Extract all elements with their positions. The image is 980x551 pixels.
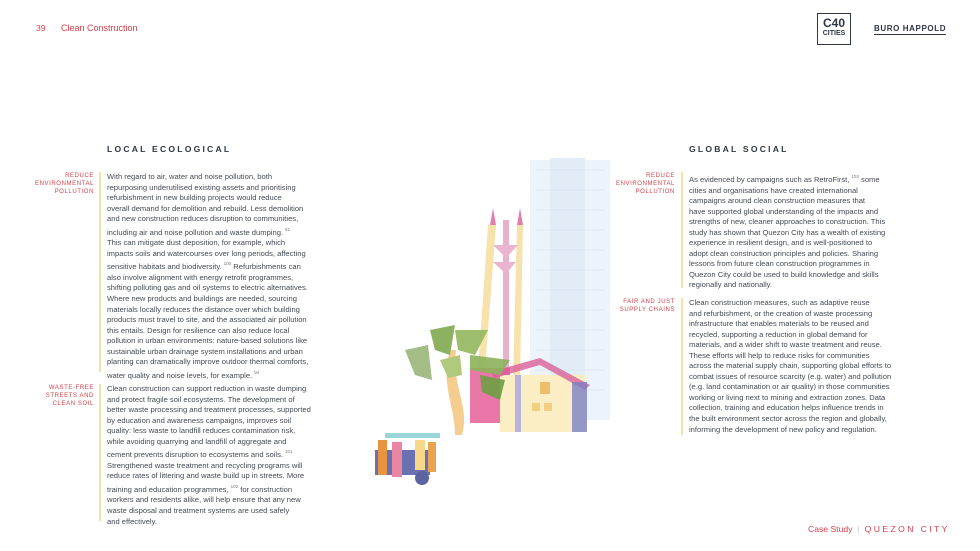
line-text: pollution in urban environments: nature-based solutions like	[107, 336, 308, 346]
text-line	[107, 315, 308, 326]
line-text: recycled, supporting a reduction in global demand for	[689, 329, 868, 339]
footer	[808, 524, 950, 534]
footnote-ref: 100	[223, 261, 232, 267]
text-line	[689, 259, 885, 270]
line-text: informing the development of new policy and regulation.	[689, 424, 877, 434]
text-line	[107, 347, 308, 358]
topic-label-line: POLLUTION	[635, 188, 675, 195]
footnote-ref: 101	[285, 449, 293, 455]
line-text: materials, and a wider shift to waste treatment and reuse.	[689, 340, 882, 350]
text-line	[689, 298, 891, 309]
topic-label-line: WASTE-FREE	[48, 385, 94, 391]
line-text: products must travel to site, and the associated air pollution	[107, 315, 307, 325]
text-line	[689, 172, 885, 186]
body-paragraph	[107, 172, 308, 381]
line-text: some	[858, 175, 880, 184]
text-line	[107, 447, 311, 461]
line-text: across the material supply chain, supporting global efforts to	[689, 361, 892, 371]
topic-label	[14, 173, 94, 196]
text-line	[107, 172, 308, 183]
text-line	[107, 326, 308, 337]
line-text: workers and residents alike, will help ensure that any new	[107, 495, 301, 505]
line-text: have supported global understanding of the impacts and	[689, 206, 879, 216]
topic-label-line: REDUCE	[646, 173, 675, 179]
line-text: study has shown that Quezon City has a wealth of existing	[689, 227, 886, 237]
text-line	[689, 414, 891, 425]
line-text: this entails. Design for resilience can also reduce local	[107, 325, 290, 335]
footer-case-study: Case Study	[808, 524, 853, 534]
footer-separator: |	[857, 524, 860, 534]
section-title: Clean Construction	[61, 23, 138, 33]
body-paragraph	[689, 172, 885, 291]
line-text: by education and awareness campaigns, improves soil	[107, 415, 292, 425]
vertical-rule	[99, 384, 101, 521]
body-paragraph	[107, 384, 311, 527]
line-text: training and education programmes,	[107, 484, 229, 494]
text-line	[107, 426, 311, 437]
text-line	[689, 228, 885, 239]
line-text: Strengthened waste treatment and recycling programs will	[107, 460, 303, 470]
topic-label-line: REDUCE	[65, 173, 94, 179]
text-line	[107, 283, 308, 294]
line-text: for construction	[238, 484, 293, 494]
line-text: sustainable urban drainage system installations and urban	[107, 346, 303, 356]
line-text: and new construction reduces disruption to communities,	[107, 214, 299, 224]
text-line	[689, 403, 891, 414]
buro-happold-logo: BURO HAPPOLD	[874, 24, 947, 33]
city-illustration	[360, 150, 610, 530]
line-text: reduce rates of littering and waste build up in streets. More	[107, 471, 305, 481]
text-line	[107, 495, 311, 506]
text-line	[107, 405, 311, 416]
text-line	[107, 193, 308, 204]
text-line	[107, 204, 308, 215]
topic-label-line: SUPPLY CHAINS	[619, 306, 675, 313]
line-text: shifting polluting gas and oil systems to electric alternatives.	[107, 283, 308, 293]
line-text: As evidenced by campaigns such as RetroFirst,	[689, 175, 850, 184]
line-text: collection, training and education helps influence trends in	[689, 403, 884, 413]
text-line	[689, 280, 885, 291]
vertical-rule	[681, 172, 683, 288]
text-line	[689, 351, 891, 362]
line-text: and protect fragile soil ecosystems. The development of	[107, 394, 295, 404]
line-text: cement prevents disruption to ecosystems and soils.	[107, 450, 284, 460]
footnote-ref: 94	[254, 369, 260, 375]
line-text: and refurbishment, or the creation of waste processing	[689, 308, 873, 318]
line-text: better waste processing and treatment processes, supported	[107, 405, 311, 415]
line-text: strengths of new, cleaner approaches to construction. This	[689, 217, 886, 227]
text-line	[107, 461, 311, 472]
text-line	[107, 225, 308, 239]
line-text: the built environment sector across the region and globally,	[689, 414, 887, 424]
line-text: (e.g. land contamination or air quality) in those communities	[689, 382, 890, 392]
topic-label	[14, 385, 94, 408]
text-line	[689, 249, 885, 260]
text-line	[107, 395, 311, 406]
text-line	[107, 294, 308, 305]
text-line	[689, 309, 891, 320]
text-line	[689, 270, 885, 281]
text-line	[107, 471, 311, 482]
text-line	[689, 361, 891, 372]
body-paragraph	[689, 298, 891, 435]
footnote-ref: 103	[851, 174, 859, 179]
line-text: Refurbishments can	[231, 262, 301, 272]
vertical-rule	[99, 172, 101, 372]
line-text: Clean construction can support reduction in waste dumping	[107, 384, 307, 393]
text-line	[107, 305, 308, 316]
line-text: experience in resilient design, and is well-positioned to	[689, 238, 873, 248]
line-text: waste disposal and treatment systems are used safely	[107, 506, 290, 516]
text-line	[107, 384, 311, 395]
text-line	[689, 196, 885, 207]
text-line	[107, 336, 308, 347]
text-line	[107, 273, 308, 284]
text-line	[107, 259, 308, 273]
line-text: cities and organisations have created international	[689, 185, 858, 195]
text-line	[107, 357, 308, 368]
text-line	[689, 217, 885, 228]
text-line	[689, 393, 891, 404]
text-line	[107, 437, 311, 448]
text-line	[689, 340, 891, 351]
line-text: sensitive habitats and biodiversity.	[107, 262, 222, 272]
text-line	[689, 207, 885, 218]
logo-cities-text: CITIES	[822, 30, 846, 37]
text-line	[689, 319, 891, 330]
line-text: regionally and nationally.	[689, 280, 773, 290]
topic-label-line: CLEAN SOIL	[52, 400, 94, 407]
line-text: Quezon City could be used to build knowledge and skills	[689, 269, 879, 279]
text-line	[689, 330, 891, 341]
footer-city: QUEZON CITY	[864, 524, 950, 534]
line-text: campaigns around clean construction measures that	[689, 196, 866, 206]
text-line	[107, 183, 308, 194]
line-text: lessons from future clean construction programmes in	[689, 259, 870, 269]
text-line	[107, 249, 308, 260]
topic-label-line: STREETS AND	[45, 392, 94, 399]
right-heading: GLOBAL SOCIAL	[689, 144, 789, 154]
text-line	[107, 416, 311, 427]
left-heading: LOCAL ECOLOGICAL	[107, 144, 232, 154]
tricycle-icon	[375, 433, 440, 485]
line-text: adopt clean construction principles and policies. Sharing	[689, 248, 879, 258]
line-text: This can mitigate dust deposition, for example, which	[107, 238, 286, 248]
topic-label-line: FAIR AND JUST	[623, 299, 675, 305]
text-line	[689, 372, 891, 383]
line-text: With regard to air, water and noise pollution, both	[107, 172, 273, 181]
vertical-rule	[681, 298, 683, 435]
line-text: also involve alignment with energy retrofit programmes,	[107, 272, 294, 282]
line-text: Where new products and buildings are needed, sourcing	[107, 294, 297, 304]
page-number: 39	[36, 23, 46, 33]
line-text: working or living next to mining and extraction zones. Data	[689, 392, 886, 402]
text-line	[107, 482, 311, 496]
line-text: repurposing underutilised existing assets and prioritising	[107, 182, 296, 192]
line-text: impacts soils and watercourses over long periods, affecting	[107, 248, 306, 258]
line-text: infrastructure that enables materials to be reused and	[689, 319, 869, 329]
text-line	[107, 517, 311, 528]
footnote-ref: 102	[230, 483, 239, 489]
line-text: Clean construction measures, such as adaptive reuse	[689, 298, 870, 307]
topic-label-line: ENVIRONMENTAL	[615, 180, 675, 187]
line-text: including air and noise pollution and waste dumping.	[107, 227, 284, 237]
text-line	[689, 382, 891, 393]
line-text: water quality and noise levels, for example.	[107, 370, 253, 380]
text-line	[107, 368, 308, 382]
topic-label-line: ENVIRONMENTAL	[34, 180, 94, 187]
line-text: combat issues of resource scarcity (e.g. water) and pollution	[689, 371, 892, 381]
line-text: quality: less waste to landfill reduces contamination risk,	[107, 426, 296, 436]
c40-cities-logo	[817, 13, 851, 45]
line-text: These efforts will help to reduce risks for communities	[689, 350, 870, 360]
topic-label-line: POLLUTION	[54, 188, 94, 195]
line-text: planting can dramatically improve outdoor thermal comforts,	[107, 357, 309, 367]
logo-c40-text: C40	[822, 16, 845, 30]
text-line	[689, 238, 885, 249]
line-text: while avoiding quarrying and landfill of aggregate and	[107, 436, 287, 446]
text-line	[689, 425, 891, 436]
line-text: materials locally reduces the distance over which building	[107, 304, 300, 314]
text-line	[107, 506, 311, 517]
text-line	[107, 238, 308, 249]
text-line	[107, 214, 308, 225]
footnote-ref: 91	[285, 226, 291, 232]
line-text: and effectively.	[107, 516, 157, 526]
text-line	[689, 186, 885, 197]
line-text: overall demand for demolition and rebuild. Less demolition	[107, 203, 304, 213]
line-text: refurbishment in new building projects would reduce	[107, 193, 282, 203]
